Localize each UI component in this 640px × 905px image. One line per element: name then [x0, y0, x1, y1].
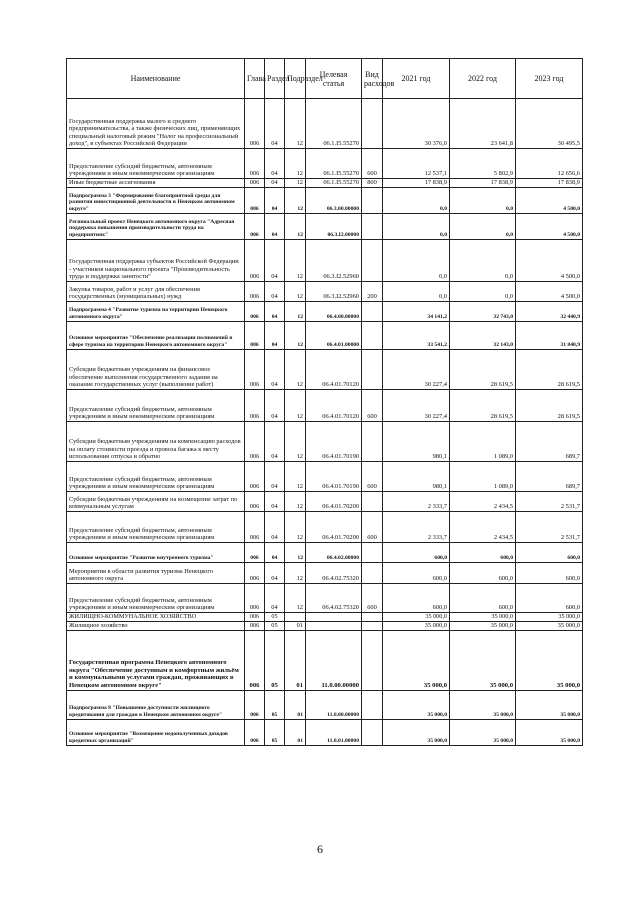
- row-2023: 4 500,0: [516, 214, 583, 240]
- row-vid: 600: [362, 512, 383, 543]
- row-2023: 35 000,0: [516, 631, 583, 691]
- table-row: [67, 179, 583, 188]
- row-vid: [362, 99, 383, 149]
- table-row: [67, 350, 583, 390]
- row-2023: 30 495,5: [516, 99, 583, 149]
- row-2021: 2 333,7: [383, 492, 450, 512]
- row-2023: 689,7: [516, 422, 583, 462]
- row-podrazdel: 12: [285, 492, 306, 512]
- row-name: Основное мероприятие "Возмещение недополученных доходов кредитных организаций": [67, 720, 245, 746]
- row-razdel: 05: [265, 613, 285, 622]
- row-vid: [362, 622, 383, 631]
- row-vid: [362, 422, 383, 462]
- row-glava: 006: [245, 512, 265, 543]
- col-header-podrazdel: Подраздел: [285, 59, 306, 99]
- row-name: Мероприятия в области развития туризма Ненецкого автономного округа: [67, 563, 245, 584]
- row-2021: 34 141,2: [383, 302, 450, 322]
- row-statya: 06.4.00.00000: [306, 302, 362, 322]
- row-2023: 2 531,7: [516, 512, 583, 543]
- row-2023: 35 000,0: [516, 622, 583, 631]
- table-row: [67, 543, 583, 563]
- row-name: Государственная поддержка малого и среднего предпринимательства, а также физических лиц, применяющих специальный налоговый режим "Налог на профессиональный доход", в субъектах Российской Федерации: [67, 99, 245, 149]
- row-2022: 0,0: [450, 214, 516, 240]
- row-vid: [362, 322, 383, 350]
- row-podrazdel: 12: [285, 584, 306, 613]
- row-2021: 35 000,0: [383, 613, 450, 622]
- row-podrazdel: 01: [285, 691, 306, 720]
- row-statya: 06.3.00.00000: [306, 188, 362, 214]
- row-podrazdel: 12: [285, 390, 306, 422]
- row-2023: 28 619,5: [516, 350, 583, 390]
- row-statya: 06.4.01.70120: [306, 390, 362, 422]
- row-razdel: 05: [265, 720, 285, 746]
- row-razdel: 04: [265, 214, 285, 240]
- row-2022: 28 619,5: [450, 390, 516, 422]
- row-statya: 11.0.00.00000: [306, 631, 362, 691]
- row-name: Региональный проект Ненецкого автономного округа "Адресная поддержка повышения производительности труда на предприятиях": [67, 214, 245, 240]
- row-statya: 06.3.I2.52960: [306, 282, 362, 302]
- row-glava: 006: [245, 282, 265, 302]
- row-razdel: 04: [265, 240, 285, 282]
- row-2021: 0,0: [383, 240, 450, 282]
- row-podrazdel: 12: [285, 322, 306, 350]
- row-statya: 11.8.00.00000: [306, 691, 362, 720]
- row-razdel: 05: [265, 622, 285, 631]
- row-podrazdel: 12: [285, 149, 306, 179]
- row-name: Иные бюджетные ассигнования: [67, 179, 245, 188]
- row-podrazdel: 12: [285, 240, 306, 282]
- row-glava: 006: [245, 302, 265, 322]
- row-razdel: 04: [265, 563, 285, 584]
- row-name: Субсидии бюджетным учреждениям на возмещение затрат по коммунальным услугам: [67, 492, 245, 512]
- row-2022: 0,0: [450, 282, 516, 302]
- row-2021: 35 000,0: [383, 720, 450, 746]
- row-razdel: 04: [265, 422, 285, 462]
- row-2023: 12 656,6: [516, 149, 583, 179]
- row-razdel: 04: [265, 390, 285, 422]
- row-name: Закупка товаров, работ и услуг для обеспечения государственных (муниципальных) нужд: [67, 282, 245, 302]
- row-name: Подпрограмма 8 "Повышение доступности жилищного кредитования для граждан в Ненецком автономном округе": [67, 691, 245, 720]
- row-name: Предоставление субсидий бюджетным, автономным учреждениям и иным некоммерческим организациям: [67, 462, 245, 492]
- row-2023: 4 500,0: [516, 240, 583, 282]
- row-name: Основное мероприятие "Обеспечение реализации полномочий в сфере туризма на территории Ненецкого автономного округа": [67, 322, 245, 350]
- row-razdel: 04: [265, 584, 285, 613]
- row-2023: 689,7: [516, 462, 583, 492]
- table-row: [67, 631, 583, 691]
- table-row: [67, 613, 583, 622]
- row-glava: 006: [245, 149, 265, 179]
- row-razdel: 04: [265, 302, 285, 322]
- row-razdel: 04: [265, 512, 285, 543]
- row-glava: 006: [245, 622, 265, 631]
- row-statya: [306, 613, 362, 622]
- row-2022: 600,0: [450, 584, 516, 613]
- row-2021: 17 838,9: [383, 179, 450, 188]
- row-podrazdel: 01: [285, 622, 306, 631]
- row-podrazdel: 12: [285, 302, 306, 322]
- row-2021: 980,1: [383, 422, 450, 462]
- row-glava: 006: [245, 691, 265, 720]
- row-glava: 006: [245, 240, 265, 282]
- row-statya: 06.4.02.75320: [306, 584, 362, 613]
- row-2023: 35 000,0: [516, 691, 583, 720]
- row-2021: 30 227,4: [383, 350, 450, 390]
- row-razdel: 04: [265, 149, 285, 179]
- row-statya: 06.4.01.00000: [306, 322, 362, 350]
- row-statya: 06.3.I2.00000: [306, 214, 362, 240]
- row-glava: 006: [245, 543, 265, 563]
- row-glava: 006: [245, 462, 265, 492]
- row-glava: 006: [245, 99, 265, 149]
- row-glava: 006: [245, 179, 265, 188]
- row-podrazdel: 12: [285, 462, 306, 492]
- page-number: 6: [317, 842, 323, 856]
- row-2022: 2 434,5: [450, 492, 516, 512]
- row-podrazdel: 12: [285, 350, 306, 390]
- row-podrazdel: 01: [285, 720, 306, 746]
- row-2022: 600,0: [450, 543, 516, 563]
- table-row: [67, 214, 583, 240]
- row-2021: 0,0: [383, 214, 450, 240]
- row-2022: 35 000,0: [450, 691, 516, 720]
- row-glava: 006: [245, 350, 265, 390]
- row-vid: 200: [362, 282, 383, 302]
- row-vid: 800: [362, 179, 383, 188]
- row-name: Предоставление субсидий бюджетным, автономным учреждениям и иным некоммерческим организациям: [67, 390, 245, 422]
- row-glava: 006: [245, 492, 265, 512]
- row-2021: 980,1: [383, 462, 450, 492]
- row-podrazdel: 12: [285, 99, 306, 149]
- row-podrazdel: 12: [285, 179, 306, 188]
- row-name: Субсидии бюджетным учреждениям на финансовое обеспечение выполнения государственного задания на оказание государственных услуг (выполнение работ): [67, 350, 245, 390]
- row-name: Подпрограмма 3 "Формирование благоприятной среды для развития инвестиционной деятельности в Ненецком автономном округе": [67, 188, 245, 214]
- row-2022: 5 802,9: [450, 149, 516, 179]
- row-2021: 35 000,0: [383, 622, 450, 631]
- row-2022: 35 000,0: [450, 631, 516, 691]
- row-2021: 2 333,7: [383, 512, 450, 543]
- row-podrazdel: 12: [285, 282, 306, 302]
- row-glava: 006: [245, 322, 265, 350]
- row-2022: 35 000,0: [450, 613, 516, 622]
- row-podrazdel: 12: [285, 214, 306, 240]
- row-vid: 600: [362, 584, 383, 613]
- row-statya: 06.4.02.75320: [306, 563, 362, 584]
- table-row: [67, 512, 583, 543]
- row-2023: 35 000,0: [516, 720, 583, 746]
- row-2021: 600,0: [383, 563, 450, 584]
- row-2021: 35 000,0: [383, 691, 450, 720]
- row-2023: 31 840,9: [516, 322, 583, 350]
- row-razdel: 04: [265, 350, 285, 390]
- row-2023: 32 440,9: [516, 302, 583, 322]
- row-statya: 06.1.I5.55270: [306, 179, 362, 188]
- row-statya: 06.4.01.70200: [306, 512, 362, 543]
- row-name: Государственная поддержка субъектов Российской Федерации - участников национального проекта "Производительность труда и поддержка занятости": [67, 240, 245, 282]
- table-row: [67, 322, 583, 350]
- table-row: [67, 188, 583, 214]
- row-razdel: 04: [265, 282, 285, 302]
- table-row: [67, 691, 583, 720]
- row-razdel: 04: [265, 188, 285, 214]
- row-name: Предоставление субсидий бюджетным, автономным учреждениям и иным некоммерческим организациям: [67, 584, 245, 613]
- row-name: Субсидии бюджетным учреждениям на компенсацию расходов на оплату стоимости проезда и провоза багажа к месту использования отпуска и обратно: [67, 422, 245, 462]
- row-glava: 006: [245, 563, 265, 584]
- row-statya: 06.4.01.70200: [306, 492, 362, 512]
- row-2022: 17 838,9: [450, 179, 516, 188]
- row-2023: 600,0: [516, 563, 583, 584]
- row-2021: 30 227,4: [383, 390, 450, 422]
- row-glava: 006: [245, 613, 265, 622]
- row-podrazdel: 01: [285, 631, 306, 691]
- table-row: [67, 422, 583, 462]
- row-vid: [362, 631, 383, 691]
- row-2023: 28 619,5: [516, 390, 583, 422]
- row-2023: 600,0: [516, 543, 583, 563]
- row-2021: 33 541,2: [383, 322, 450, 350]
- row-2022: 23 641,8: [450, 99, 516, 149]
- row-vid: [362, 302, 383, 322]
- row-2023: 4 500,0: [516, 282, 583, 302]
- row-statya: 06.3.I2.52960: [306, 240, 362, 282]
- row-podrazdel: 12: [285, 188, 306, 214]
- table-row: [67, 622, 583, 631]
- row-name: Основное мероприятие "Развитие внутреннего туризма": [67, 543, 245, 563]
- col-header-2022: 2022 год: [450, 59, 516, 99]
- table-row: [67, 390, 583, 422]
- col-header-razdel: Раздел: [265, 59, 285, 99]
- row-vid: 600: [362, 149, 383, 179]
- budget-table: [66, 58, 583, 746]
- row-name: Подпрограмма 4 "Развитие туризма на территории Ненецкого автономного округа": [67, 302, 245, 322]
- row-razdel: 05: [265, 691, 285, 720]
- row-vid: [362, 613, 383, 622]
- table-row: [67, 282, 583, 302]
- row-vid: [362, 563, 383, 584]
- row-2021: 600,0: [383, 543, 450, 563]
- col-header-2021: 2021 год: [383, 59, 450, 99]
- row-2021: 0,0: [383, 188, 450, 214]
- row-2022: 28 619,5: [450, 350, 516, 390]
- row-2023: 17 838,9: [516, 179, 583, 188]
- col-header-vid: Вид расходов: [362, 59, 383, 99]
- col-header-glava: Глава: [245, 59, 265, 99]
- row-vid: [362, 543, 383, 563]
- col-header-2023: 2023 год: [516, 59, 583, 99]
- row-name: Предоставление субсидий бюджетным, автономным учреждениям и иным некоммерческим организациям: [67, 512, 245, 543]
- row-razdel: 04: [265, 462, 285, 492]
- row-razdel: 04: [265, 99, 285, 149]
- row-2023: 35 000,0: [516, 613, 583, 622]
- row-vid: 600: [362, 462, 383, 492]
- col-header-statya: Целевая статья: [306, 59, 362, 99]
- row-2021: 600,0: [383, 584, 450, 613]
- row-glava: 006: [245, 584, 265, 613]
- row-statya: 06.4.01.70190: [306, 422, 362, 462]
- header-row: [67, 59, 583, 99]
- row-2022: 1 089,0: [450, 462, 516, 492]
- row-podrazdel: 12: [285, 563, 306, 584]
- row-statya: 11.8.01.00000: [306, 720, 362, 746]
- col-header-name: Наименование: [67, 59, 245, 99]
- row-2021: 0,0: [383, 282, 450, 302]
- row-vid: [362, 350, 383, 390]
- row-2023: 2 531,7: [516, 492, 583, 512]
- table-row: [67, 563, 583, 584]
- table-row: [67, 240, 583, 282]
- row-razdel: 04: [265, 543, 285, 563]
- row-2022: 1 089,0: [450, 422, 516, 462]
- row-statya: 06.4.02.00000: [306, 543, 362, 563]
- row-name: Государственная программа Ненецкого автономного округа "Обеспечение доступным и комфортным жильём и коммунальными услугами граждан, проживающих в Ненецком автономном округе": [67, 631, 245, 691]
- row-2022: 0,0: [450, 188, 516, 214]
- row-podrazdel: 12: [285, 543, 306, 563]
- row-2022: 35 000,0: [450, 720, 516, 746]
- row-2022: 32 143,0: [450, 322, 516, 350]
- row-razdel: 04: [265, 322, 285, 350]
- table-row: [67, 492, 583, 512]
- row-glava: 006: [245, 188, 265, 214]
- row-podrazdel: 12: [285, 512, 306, 543]
- row-2022: 35 000,0: [450, 622, 516, 631]
- row-vid: [362, 720, 383, 746]
- row-vid: [362, 492, 383, 512]
- table-row: [67, 302, 583, 322]
- row-statya: 06.1.I5.55270: [306, 149, 362, 179]
- row-razdel: 04: [265, 179, 285, 188]
- row-razdel: 05: [265, 631, 285, 691]
- row-vid: [362, 240, 383, 282]
- row-podrazdel: [285, 613, 306, 622]
- row-2023: 4 500,0: [516, 188, 583, 214]
- row-vid: [362, 188, 383, 214]
- row-vid: [362, 691, 383, 720]
- table-row: [67, 99, 583, 149]
- row-2022: 32 743,0: [450, 302, 516, 322]
- table-row: [67, 584, 583, 613]
- row-name: Жилищное хозяйство: [67, 622, 245, 631]
- row-glava: 006: [245, 390, 265, 422]
- row-statya: [306, 622, 362, 631]
- row-statya: 06.4.01.70120: [306, 350, 362, 390]
- row-statya: 06.1.I5.55270: [306, 99, 362, 149]
- table-row: [67, 720, 583, 746]
- table-row: [67, 462, 583, 492]
- row-glava: 006: [245, 214, 265, 240]
- row-name: ЖИЛИЩНО-КОММУНАЛЬНОЕ ХОЗЯЙСТВО: [67, 613, 245, 622]
- row-razdel: 04: [265, 492, 285, 512]
- row-2022: 600,0: [450, 563, 516, 584]
- row-vid: 600: [362, 390, 383, 422]
- row-2021: 30 376,0: [383, 99, 450, 149]
- row-statya: 06.4.01.70190: [306, 462, 362, 492]
- row-2023: 600,0: [516, 584, 583, 613]
- row-podrazdel: 12: [285, 422, 306, 462]
- row-glava: 006: [245, 631, 265, 691]
- row-glava: 006: [245, 720, 265, 746]
- row-vid: [362, 214, 383, 240]
- row-2022: 2 434,5: [450, 512, 516, 543]
- row-2021: 12 537,1: [383, 149, 450, 179]
- row-2021: 35 000,0: [383, 631, 450, 691]
- row-name: Предоставление субсидий бюджетным, автономным учреждениям и иным некоммерческим организациям: [67, 149, 245, 179]
- table-row: [67, 149, 583, 179]
- row-glava: 006: [245, 422, 265, 462]
- row-2022: 0,0: [450, 240, 516, 282]
